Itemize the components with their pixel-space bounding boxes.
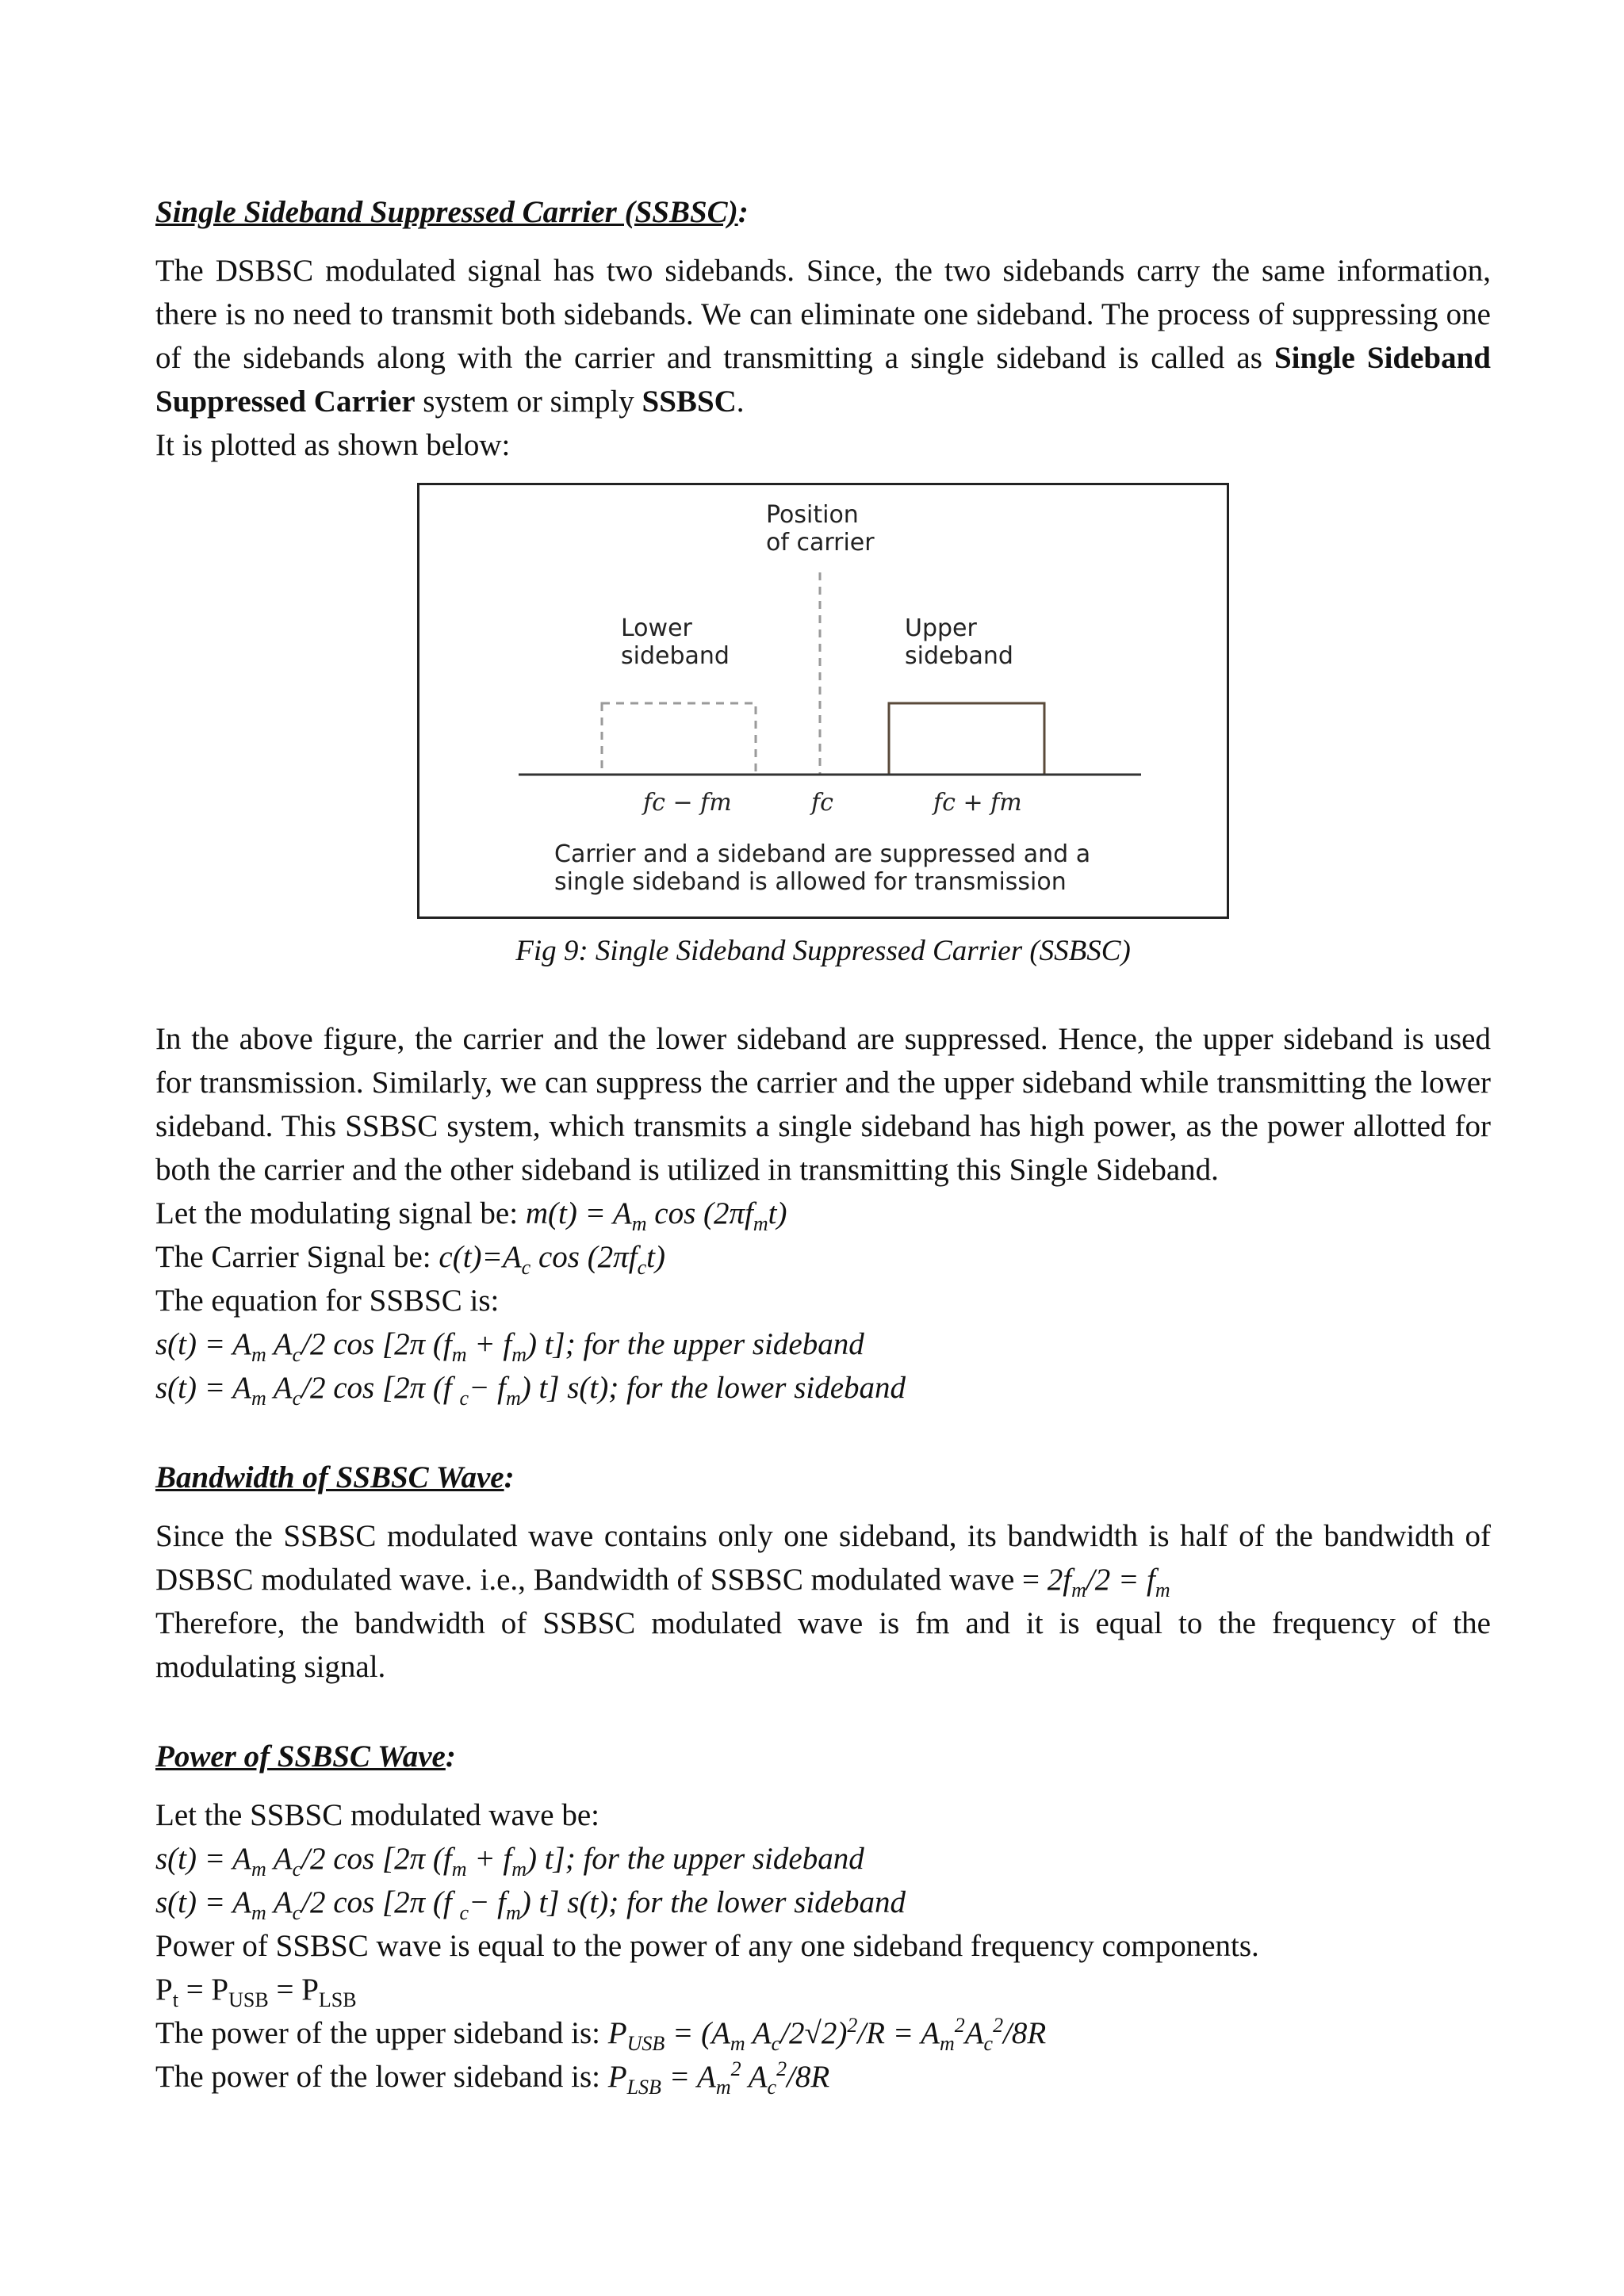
power-upper-sideband-equation: $s(t) = A_m$ $A_c/2$ cos [2π $(f_m + f_m)$ t]; for the upper sideband <box>155 1842 864 1881</box>
usb-power-equation: $P_{USB} = (A_m$ $A_c/2√2)^2/R = A_m^2A_c^2/8R$ <box>607 2014 1047 2055</box>
figure-caption: Fig 9: Single Sideband Suppressed Carrier (SSBSC) <box>515 935 1131 967</box>
upper-sideband-label: Upper <box>905 614 977 642</box>
bandwidth-paragraph: Since the SSBSC modulated wave contains only one sideband, its bandwidth is half of the bandwidth of DSBSC modulated wave. i.e., Bandwidth of SSBSC modulated wave = $2f_m/2 = f_m$ <box>155 1519 1491 1601</box>
explanation-paragraph: In the above figure, the carrier and the lower sideband are suppressed. Hence, the upper sideband is used for transmission. Similarly, we can suppress the carrier and the upper sideband while transmitting the lower sideband. This SSBSC system, which transmits a single sideband has high power, as the power allotted for both the carrier and the other sideband is utilized in transmitting this Single Sideband. <box>155 1022 1491 1187</box>
power-intro-line: Let the SSBSC modulated wave be: <box>155 1798 600 1832</box>
upper-sideband-label-2: sideband <box>905 642 1013 670</box>
ssbsc-figure <box>417 483 1229 919</box>
modulating-signal-line: Let the modulating signal be: $m(t) = A_m$ $\cos (2\pi f_mt)$ <box>155 1196 787 1235</box>
upper-sideband-equation: $s(t) = A_m$ $A_c/2$ cos [2π $(f_m + f_m)$ t]; for the upper sideband <box>155 1327 864 1366</box>
carrier-position-label: Position <box>766 501 859 529</box>
carrier-position-label-2: of carrier <box>766 529 875 557</box>
plot-intro-line: It is plotted as shown below: <box>155 428 511 462</box>
lower-sideband-label: Lower <box>621 614 692 642</box>
lower-sideband-label-2: sideband <box>621 642 730 670</box>
upper-sideband-band <box>889 703 1044 775</box>
carrier-signal-line: The Carrier Signal be: $c(t)=A_c$ $\cos (2\pi f_ct)$ <box>155 1240 665 1279</box>
modulating-signal-equation: $m(t) = A_m$ $\cos (2\pi f_mt)$ <box>525 1196 787 1235</box>
ssbsc-equation-intro: The equation for SSBSC is: <box>155 1284 500 1318</box>
bandwidth-equation: $2f_m/2 = f_m$ <box>1047 1563 1170 1601</box>
tick-fc-minus-fm: fc − fm <box>643 789 732 817</box>
tick-fc: fc <box>811 789 833 817</box>
lsb-power-line: The power of the lower sideband is: $P_{LSB} = A_m^2$ $A_c^2/8R$ <box>155 2057 830 2099</box>
lsb-power-equation: $P_{LSB} = A_m^2$ $A_c^2/8R$ <box>607 2057 830 2099</box>
suppressed-lower-sideband <box>602 703 756 775</box>
section-heading-bandwidth: Bandwidth of SSBSC Wave: <box>155 1460 515 1494</box>
bandwidth-conclusion: Therefore, the bandwidth of SSBSC modulated wave is fm and it is equal to the frequency of the modulating signal. <box>155 1606 1491 1684</box>
power-equal-line: Power of SSBSC wave is equal to the power of any one sideband frequency components. <box>155 1929 1259 1963</box>
document-page <box>155 190 1491 2099</box>
usb-power-line: The power of the upper sideband is: $P_{USB} = (A_m$ $A_c/2√2)^2/R = A_m^2A_c^2/8R$ <box>155 2014 1047 2055</box>
power-lower-sideband-equation: $s(t) = A_m$ $A_c/2$ cos [2π (f $_c- f_m$) t] s(t); for the lower sideband <box>155 1885 906 1924</box>
heading-text: Single Sideband Suppressed Carrier (SSBSC) <box>155 195 738 229</box>
total-power-equation: $P_t = P_{USB} = P_{LSB}$ <box>155 1973 357 2011</box>
section-heading-power: Power of SSBSC Wave: <box>155 1739 456 1774</box>
carrier-signal-equation: $c(t)=A_c$ $\cos (2\pi f_ct)$ <box>439 1240 665 1279</box>
figure-note-line-1: Carrier and a sideband are suppressed and a <box>554 840 1091 868</box>
intro-paragraph: The DSBSC modulated signal has two sidebands. Since, the two sidebands carry the same information, there is no need to transmit both sidebands. We can eliminate one sideband. The process of suppressing one of the sidebands along with the carrier and transmitting a single sideband is called as Single Sideband Suppressed Carrier system or simply SSBSC. <box>155 254 1492 419</box>
lower-sideband-equation: $s(t) = A_m$ $A_c/2$ cos [2π (f $_c- f_m$) t] s(t); for the lower sideband <box>155 1371 906 1410</box>
figure-note-line-2: single sideband is allowed for transmission <box>554 868 1067 896</box>
ssbsc-spectrum-diagram <box>419 485 1231 921</box>
section-heading-ssbsc: Single Sideband Suppressed Carrier (SSBSC): <box>155 195 749 229</box>
tick-fc-plus-fm: fc + fm <box>933 789 1022 817</box>
